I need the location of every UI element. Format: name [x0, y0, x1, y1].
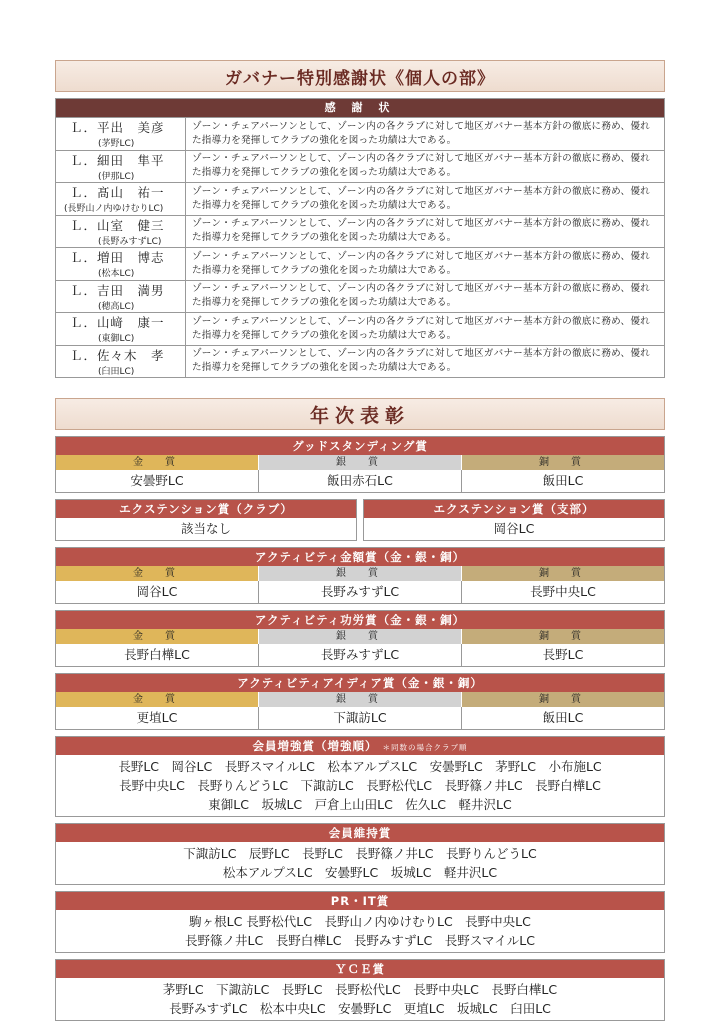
- activity-amount-award: [55, 547, 665, 604]
- thanks-row: [56, 312, 664, 345]
- bronze-label: 銅 賞: [461, 629, 664, 644]
- recipient-name: Ｌ．山﨑 康一: [70, 315, 165, 331]
- grade-row: [56, 566, 664, 581]
- governor-section-title: ガバナー特別感謝状《個人の部》: [55, 60, 665, 92]
- silver-winner: 長野みすずLC: [258, 581, 461, 603]
- yce-award: [55, 959, 665, 1021]
- winner-lines: [56, 842, 664, 884]
- recipient: [56, 183, 186, 215]
- award-title: [56, 737, 664, 755]
- gold-label: 金 賞: [56, 455, 258, 470]
- citation-text: ゾーン・チェアパーソンとして、ゾーン内の各クラブに対して地区ガバナー基本方針の徹底に務め、優れた指導力を発揮してクラブの強化を図った功績は大である。: [192, 185, 650, 211]
- winner-row: [364, 518, 664, 540]
- thanks-row: [56, 150, 664, 183]
- extension-club-award: [55, 499, 357, 541]
- thanks-table: [55, 98, 665, 378]
- winner-line: 長野篠ノ井LC 長野白樺LC 長野みすずLC 長野スマイルLC: [185, 933, 535, 948]
- thanks-table-header: 感 謝 状: [56, 99, 664, 117]
- recipient-club: (伊那LC): [98, 171, 135, 182]
- thanks-row: [56, 215, 664, 248]
- thanks-row: [56, 117, 664, 150]
- silver-label: 銀 賞: [258, 692, 461, 707]
- activity-merit-award: [55, 610, 665, 667]
- winner-line: 長野みすずLC 松本中央LC 安曇野LC 更埴LC 坂城LC 臼田LC: [169, 1001, 551, 1016]
- recipient-name: Ｌ．髙山 祐一: [70, 185, 165, 201]
- bronze-winner: 飯田LC: [461, 707, 664, 729]
- bronze-label: 銅 賞: [461, 566, 664, 581]
- bronze-winner: 長野中央LC: [461, 581, 664, 603]
- award-document: [55, 60, 665, 1021]
- bronze-label: 銅 賞: [461, 692, 664, 707]
- gold-winner: 安曇野LC: [130, 473, 184, 488]
- recipient: [56, 313, 186, 345]
- extension-awards: [55, 499, 665, 541]
- gold-winner: 岡谷LC: [136, 584, 178, 599]
- silver-winner: 長野みすずLC: [258, 644, 461, 666]
- award-title: アクティビティ金額賞（金・銀・銅）: [56, 548, 664, 566]
- member-retention-award: [55, 823, 665, 885]
- good-standing-award: [55, 436, 665, 493]
- grade-row: [56, 692, 664, 707]
- award-title: 会員維持賞: [56, 824, 664, 842]
- recipient-name: Ｌ．吉田 満男: [70, 282, 165, 298]
- citation-text: ゾーン・チェアパーソンとして、ゾーン内の各クラブに対して地区ガバナー基本方針の徹底に務め、優れた指導力を発揮してクラブの強化を図った功績は大である。: [192, 120, 650, 146]
- recipient-club: (穂高LC): [98, 301, 135, 312]
- citation-text: ゾーン・チェアパーソンとして、ゾーン内の各クラブに対して地区ガバナー基本方針の徹底に務め、優れた指導力を発揮してクラブの強化を図った功績は大である。: [192, 315, 650, 341]
- award-title: ＹＣＥ賞: [56, 960, 664, 978]
- silver-label: 銀 賞: [258, 629, 461, 644]
- recipient-name: Ｌ．増田 博志: [70, 250, 165, 266]
- winner-lines: [56, 910, 664, 952]
- winner-line: 長野LC 岡谷LC 長野スマイルLC 松本アルプスLC 安曇野LC 茅野LC 小布施LC: [118, 759, 602, 774]
- pr-it-award: [55, 891, 665, 953]
- winner-row: [56, 518, 356, 540]
- citation-text: ゾーン・チェアパーソンとして、ゾーン内の各クラブに対して地区ガバナー基本方針の徹底に務め、優れた指導力を発揮してクラブの強化を図った功績は大である。: [192, 348, 650, 374]
- recipient-name: Ｌ．細田 隼平: [70, 152, 165, 168]
- annual-section-title: 年次表彰: [55, 398, 665, 430]
- recipient-name: Ｌ．佐々木 孝: [70, 347, 165, 363]
- recipient: [56, 216, 186, 248]
- winner-line: 長野中央LC 長野りんどうLC 下諏訪LC 長野松代LC 長野篠ノ井LC 長野白樺LC: [119, 778, 601, 793]
- recipient-club: (茅野LC): [98, 139, 135, 150]
- gold-winner: 更埴LC: [136, 710, 178, 725]
- recipient: [56, 151, 186, 183]
- winner-row: [56, 644, 664, 666]
- citation-text: ゾーン・チェアパーソンとして、ゾーン内の各クラブに対して地区ガバナー基本方針の徹底に務め、優れた指導力を発揮してクラブの強化を図った功績は大である。: [192, 283, 650, 309]
- recipient: [56, 346, 186, 378]
- recipient-club: (東御LC): [98, 334, 135, 345]
- recipient-club: (臼田LC): [98, 366, 135, 377]
- winner-row: [56, 707, 664, 729]
- thanks-row: [56, 345, 664, 378]
- award-title: エクステンション賞（クラブ）: [56, 500, 356, 518]
- bronze-winner: 飯田LC: [461, 470, 664, 492]
- thanks-row: [56, 247, 664, 280]
- thanks-row: [56, 182, 664, 215]
- recipient: [56, 248, 186, 280]
- silver-winner: 下諏訪LC: [258, 707, 461, 729]
- award-title: エクステンション賞（支部）: [364, 500, 664, 518]
- winner-lines: [56, 755, 664, 816]
- silver-winner: 飯田赤石LC: [258, 470, 461, 492]
- silver-label: 銀 賞: [258, 455, 461, 470]
- gold-label: 金 賞: [56, 692, 258, 707]
- recipient-name: Ｌ．平出 美彦: [70, 120, 165, 136]
- recipient: [56, 281, 186, 313]
- bronze-winner: 長野LC: [461, 644, 664, 666]
- winner: 該当なし: [180, 521, 231, 536]
- award-title: PR・IT賞: [56, 892, 664, 910]
- gold-label: 金 賞: [56, 629, 258, 644]
- gold-label: 金 賞: [56, 566, 258, 581]
- award-title: アクティビティアイディア賞（金・銀・銅）: [56, 674, 664, 692]
- winner-line: 松本アルプスLC 安曇野LC 坂城LC 軽井沢LC: [222, 865, 498, 880]
- member-increase-award: [55, 736, 665, 817]
- winner-row: [56, 581, 664, 603]
- citation-text: ゾーン・チェアパーソンとして、ゾーン内の各クラブに対して地区ガバナー基本方針の徹底に務め、優れた指導力を発揮してクラブの強化を図った功績は大である。: [192, 218, 650, 244]
- winner-line: 茅野LC 下諏訪LC 長野LC 長野松代LC 長野中央LC 長野白樺LC: [162, 982, 558, 997]
- award-title: アクティビティ功労賞（金・銀・銅）: [56, 611, 664, 629]
- winner-line: 駒ヶ根LC 長野松代LC 長野山ノ内ゆけむりLC 長野中央LC: [189, 914, 531, 929]
- gold-winner: 長野白樺LC: [124, 647, 190, 662]
- recipient-club: (松本LC): [98, 269, 135, 280]
- grade-row: [56, 629, 664, 644]
- recipient: [56, 118, 186, 150]
- activity-idea-award: [55, 673, 665, 730]
- recipient-name: Ｌ．山室 健三: [70, 217, 165, 233]
- winner-line: 東御LC 坂城LC 戸倉上山田LC 佐久LC 軽井沢LC: [208, 797, 512, 812]
- bronze-label: 銅 賞: [461, 455, 664, 470]
- recipient-club: (長野山ノ内ゆけむりLC): [64, 204, 164, 215]
- citation-text: ゾーン・チェアパーソンとして、ゾーン内の各クラブに対して地区ガバナー基本方針の徹底に務め、優れた指導力を発揮してクラブの強化を図った功績は大である。: [192, 250, 650, 276]
- award-title-text: 会員増強賞（増強順）: [252, 739, 378, 753]
- recipient-club: (長野みすずLC): [98, 236, 162, 247]
- extension-branch-award: [363, 499, 665, 541]
- award-title: グッドスタンディング賞: [56, 437, 664, 455]
- award-note: ＊同数の場合クラブ順: [382, 743, 468, 752]
- thanks-row: [56, 280, 664, 313]
- winner-lines: [56, 978, 664, 1020]
- winner-line: 下諏訪LC 辰野LC 長野LC 長野篠ノ井LC 長野りんどうLC: [183, 846, 537, 861]
- citation-text: ゾーン・チェアパーソンとして、ゾーン内の各クラブに対して地区ガバナー基本方針の徹底に務め、優れた指導力を発揮してクラブの強化を図った功績は大である。: [192, 153, 650, 179]
- winner: 岡谷LC: [493, 521, 535, 536]
- winner-row: [56, 470, 664, 492]
- silver-label: 銀 賞: [258, 566, 461, 581]
- grade-row: [56, 455, 664, 470]
